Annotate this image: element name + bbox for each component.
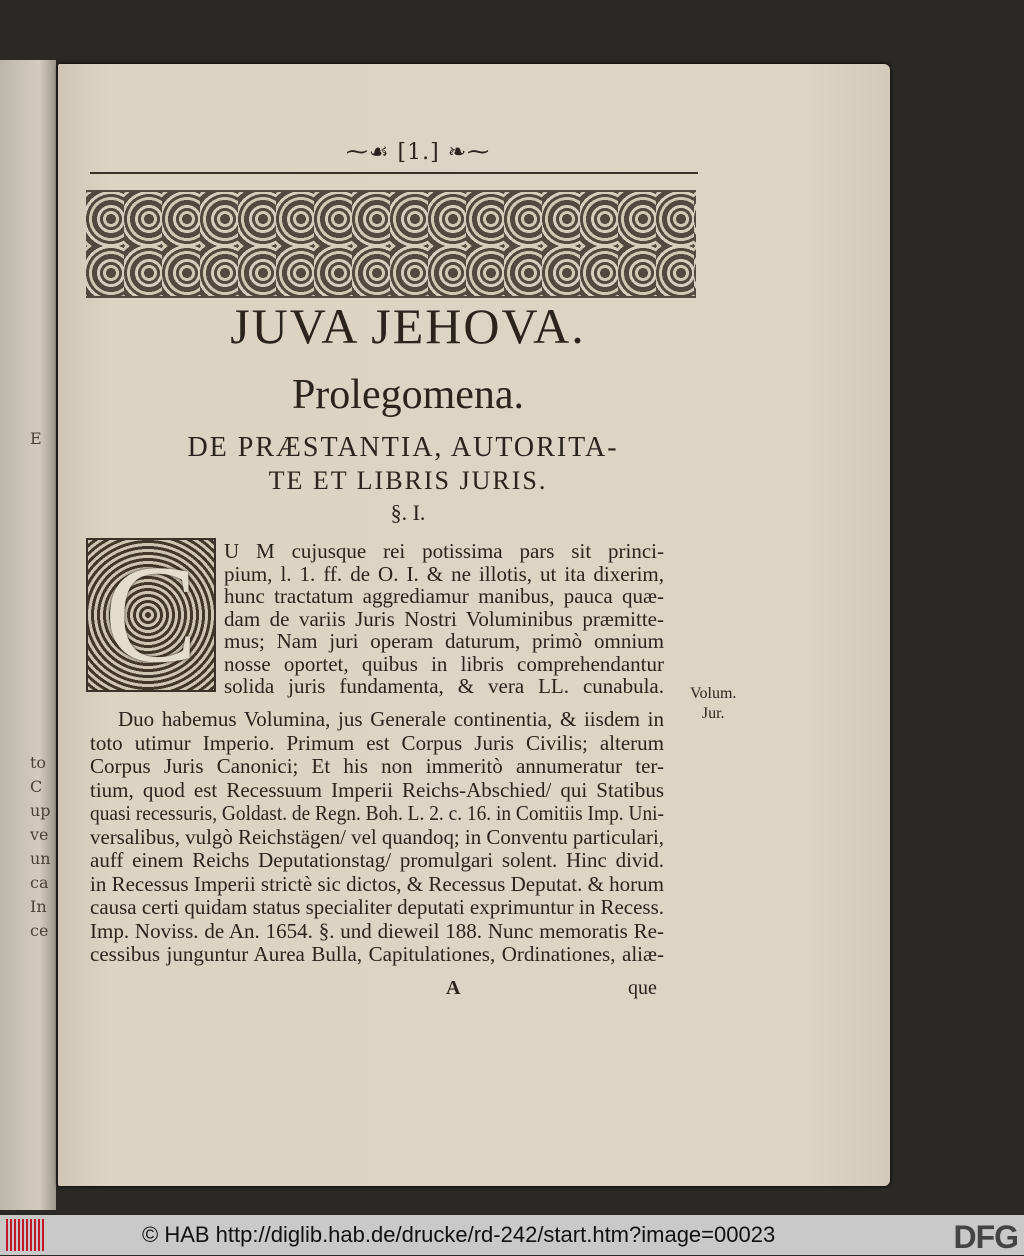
ornamental-headpiece [86,190,696,298]
decorated-initial [86,538,216,692]
book-page [58,64,890,1186]
page-number-header: ⁓☙ [1.] ❧⁓ [345,140,491,165]
catchword: que [628,977,657,999]
footer-bar [0,1215,1024,1255]
text-line: nosse oportet, quibus in libris comprehendantur [224,651,664,676]
left-page-fragment: ve [30,825,49,844]
left-page-fragment: E [30,429,42,448]
dfg-logo: DFG [953,1219,1018,1255]
section-number: §. I. [390,500,426,525]
left-page-fragment: C [30,777,43,796]
margin-note-line: Jur. [701,705,725,722]
text-line: auff einem Reichs Deputationstag/ promulgari solent. Hinc divid. [90,848,664,872]
intro-text [224,540,664,698]
left-page-fragment: up [30,801,51,820]
margin-note-line: Volum. [690,685,737,702]
text-line: pium, l. 1. ff. de O. I. & ne illotis, ut ita dixerim, [224,561,664,586]
adjacent-left-page [0,60,56,1210]
text-line: toto utimur Imperio. Primum est Corpus Juris Civilis; alterum [90,730,664,755]
header-rule [90,172,698,174]
page-title: JUVA JEHOVA. [230,298,586,354]
text-line: cessibus junguntur Aurea Bulla, Capitulationes, Ordinationes, aliæ- [90,942,664,966]
text-line: U M cujusque rei potissima pars sit princi- [224,539,664,563]
text-line: dam de variis Juris Nostri Voluminibus præmitte- [224,606,664,631]
left-page-fragment: un [30,849,51,868]
text-line: Corpus Juris Canonici; Et his non immeritò annumeratur ter- [90,754,664,778]
left-page-fragment: In [30,897,47,916]
signature-mark: A [446,977,461,999]
text-line: in Recessus Imperii strictè sic dictos, & Recessus Deputat. & horum [90,871,664,896]
subtitle: Prolegomena. [291,372,525,418]
text-line: versalibus, vulgò Reichstägen/ vel quandoq; in Conventu particulari, [90,824,664,849]
text-line: solida juris fundamenta, & vera LL. cunabula. [224,674,664,698]
text-line: Imp. Noviss. de An. 1654. §. und dieweil 188. Nunc memoratis Re- [90,918,664,943]
text-line: Duo habemus Volumina, jus Generale continentia, & iisdem in [118,707,664,731]
left-page-fragment: ce [30,921,49,940]
text-line: mus; Nam juri operam daturum, primò omnium [224,629,664,653]
hab-logo-icon [6,1219,46,1251]
text-line: tium, quod est Recessuum Imperii Reichs-Abschied/ qui Statibus [90,777,664,802]
heading-line-1: DE PRÆSTANTIA, AUTORITA- [187,432,619,463]
copyright-url[interactable]: © HAB http://diglib.hab.de/drucke/rd-242/start.htm?image=00023 [142,1222,776,1247]
heading-line-2: TE ET LIBRIS JURIS. [268,466,548,495]
body-paragraph [90,708,664,967]
left-page-fragment: ca [30,873,49,892]
margin-note [690,684,736,724]
initial-letter: C [104,537,198,692]
text-line: hunc tractatum aggrediamur manibus, pauca quæ- [224,584,664,608]
text-line: quasi recessuris, Goldast. de Regn. Boh. L. 2. c. 16. in Comitiis Imp. Uni- [90,801,664,825]
text-line: causa certi quidam status specialiter deputati exprimuntur in Recess. [90,895,664,919]
left-page-fragment: to [30,753,47,772]
